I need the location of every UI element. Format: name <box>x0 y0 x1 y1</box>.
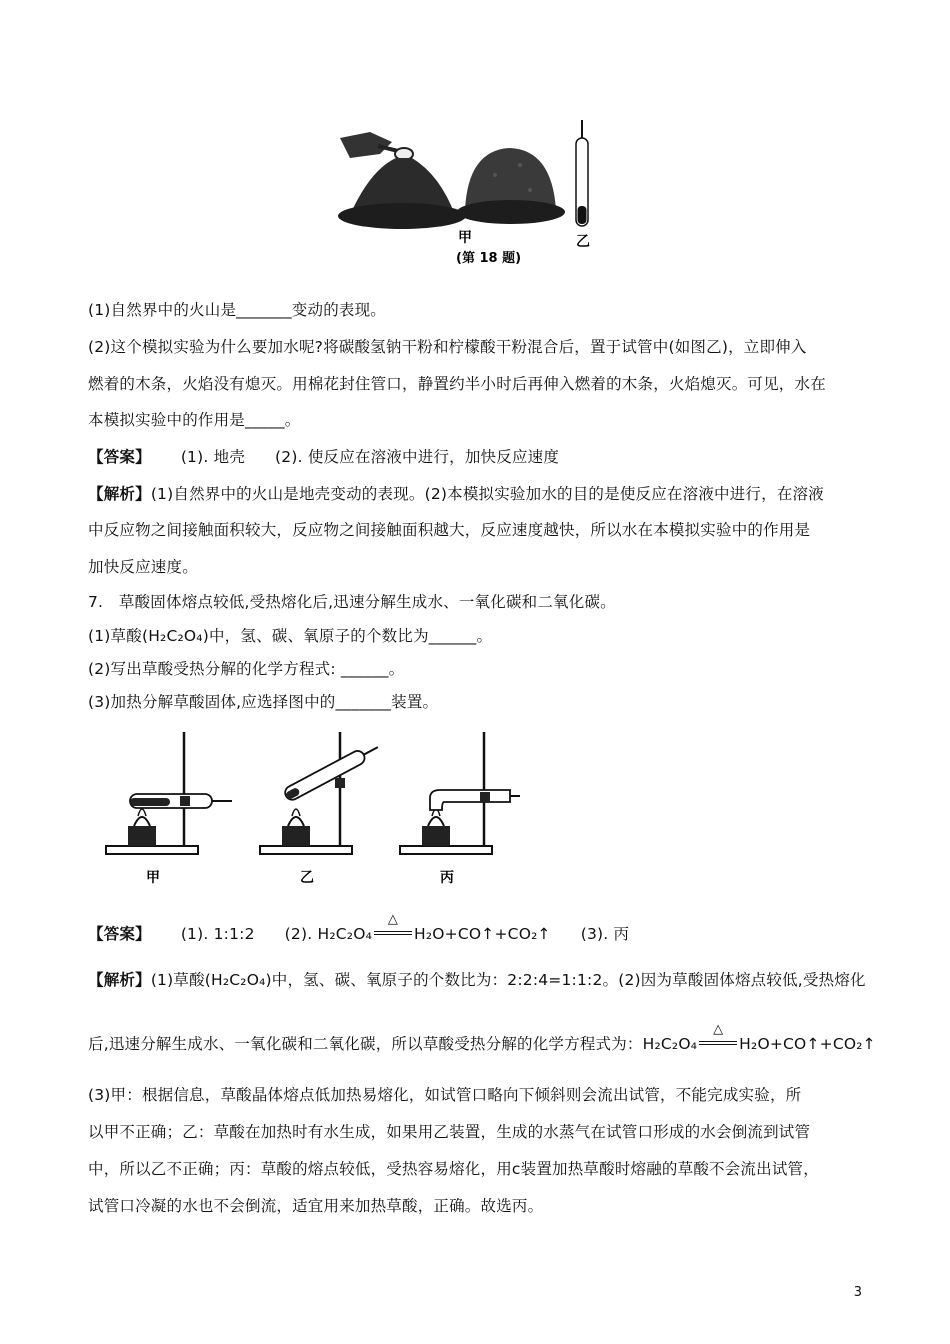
heating-apparatus-figure <box>100 728 520 893</box>
q6-part1: (1)自然界中的火山是_______变动的表现。 <box>88 301 387 319</box>
fig1-label-jia: 甲 <box>458 230 472 246</box>
q6-part2-line2: 燃着的木条，火焰没有熄灭。用棉花封住管口，静置约半小时后再伸入燃着的木条，火焰熄灭。可见，水在 <box>88 375 826 393</box>
q7-analysis-line6: 试管口冷凝的水也不会倒流，适宜用来加热草酸，正确。故选丙。 <box>88 1197 544 1215</box>
apparatus-yi <box>260 732 381 886</box>
heating-equals-sign <box>372 912 414 944</box>
volcano-model-figure <box>330 120 620 270</box>
q7-analysis-line5: 中，所以乙不正确；丙：草酸的熔点较低，受热容易熔化，用c装置加热草酸时熔融的草酸不会流出试管， <box>88 1160 819 1178</box>
q7-answer <box>88 912 630 944</box>
apparatus-jia <box>106 732 232 886</box>
q6-answer-1: (1). 地壳 <box>180 448 246 466</box>
q7-stem: 7. 草酸固体熔点较低,受热熔化后,迅速分解生成水、一氧化碳和二氧化碳。 <box>88 593 616 611</box>
q7-answer-2-prefix: (2). <box>284 925 313 943</box>
q6-answer <box>88 447 559 467</box>
q6-part2-line3: 本模拟实验中的作用是_____。 <box>88 411 301 429</box>
page-number: 3 <box>853 1285 862 1300</box>
q7-analysis-line2: 后,迅速分解生成水、一氧化碳和二氧化碳，所以草酸受热分解的化学方程式为：H₂C₂O₄ △ H₂O+CO↑+CO₂↑ <box>88 1022 876 1053</box>
q7-part2: (2)写出草酸受热分解的化学方程式: ______。 <box>88 660 405 678</box>
apparatus-label-yi: 乙 <box>300 870 314 886</box>
answer-tag: 【答案】 <box>88 925 151 943</box>
heating-equals-sign: △ <box>697 1034 739 1054</box>
q7-analysis-line3: (3)甲：根据信息，草酸晶体熔点低加热易熔化，如试管口略向下倾斜则会流出试管，不能完成实验，所 <box>88 1086 802 1104</box>
apparatus-label-jia: 甲 <box>146 870 160 886</box>
q7-analysis-line1: 【解析】(1)草酸(H₂C₂O₄)中，氢、碳、氧原子的个数比为：2:2:4=1:1:2。(2)因为草酸固体熔点较低,受热熔化 <box>88 971 866 989</box>
delta-symbol: △ <box>387 912 399 927</box>
q6-analysis-line1: 【解析】(1)自然界中的火山是地壳变动的表现。(2)本模拟实验加水的目的是使反应在溶液中进行，在溶液 <box>88 485 824 503</box>
q6-part2-line1: (2)这个模拟实验为什么要加水呢?将碳酸氢钠干粉和柠檬酸干粉混合后，置于试管中(如图乙)，立即伸入 <box>88 338 807 356</box>
equation-left: H₂C₂O₄ <box>317 925 373 943</box>
q7-part3: (3)加热分解草酸固体,应选择图中的_______装置。 <box>88 693 439 711</box>
fig1-label-yi: 乙 <box>576 234 590 250</box>
analysis-tag: 【解析】 <box>88 971 151 989</box>
q6-analysis-line3: 加快反应速度。 <box>88 558 198 576</box>
analysis-tag: 【解析】 <box>88 485 151 503</box>
equation-right: H₂O+CO↑+CO₂↑ <box>414 925 551 943</box>
q7-part1: (1)草酸(H₂C₂O₄)中，氢、碳、氧原子的个数比为______。 <box>88 627 493 645</box>
q7-answer-3: (3). 丙 <box>580 925 630 943</box>
q7-analysis-line4: 以甲不正确；乙：草酸在加热时有水生成，如果用乙装置，生成的水蒸气在试管口形成的水会倒流到试管 <box>88 1123 811 1141</box>
q6-answer-2: (2). 使反应在溶液中进行，加快反应速度 <box>275 448 560 466</box>
apparatus-label-bing: 丙 <box>440 870 454 886</box>
q6-analysis-line2: 中反应物之间接触面积较大，反应物之间接触面积越大，反应速度越快，所以水在本模拟实验中的作用是 <box>88 521 811 539</box>
apparatus-bing <box>400 732 520 886</box>
fig1-caption: (第 18 题) <box>456 251 522 266</box>
answer-tag: 【答案】 <box>88 448 151 466</box>
q7-answer-1: (1). 1:1:2 <box>180 925 255 943</box>
